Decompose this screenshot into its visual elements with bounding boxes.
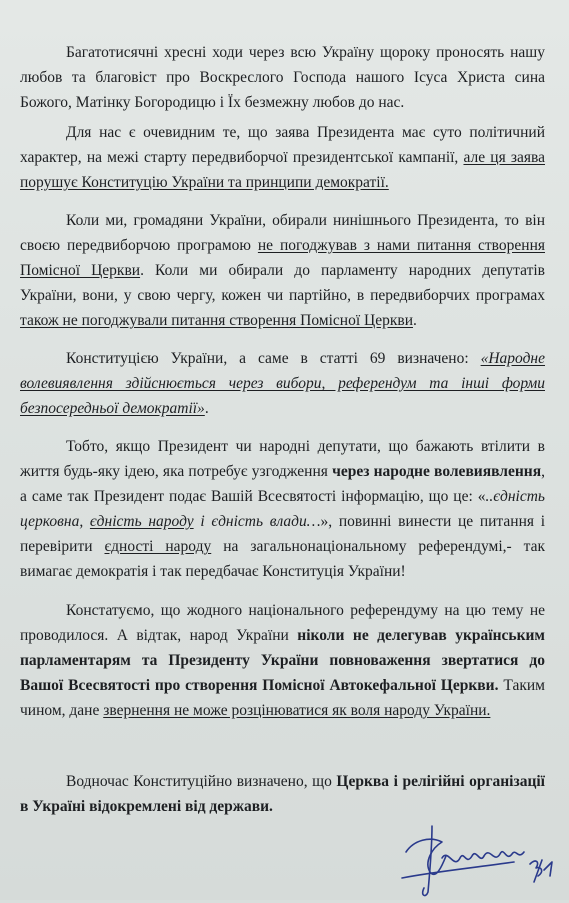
paragraph-5-text-a: Тобто, якщо Президент чи народні депутати, що бажають втілити в життя будь-яку ідею, яка потребує узгодження — [20, 438, 545, 480]
paragraph-6-bold: ніколи не делегував українським парламентарям та Президенту України повноваження звертатися до Вашої Всесвятості про створення Помісної Автокефальної Церкви. — [20, 627, 545, 694]
paragraph-7-text: Водночас Конституційно визначено, що — [66, 773, 337, 790]
paragraph-1 — [20, 40, 545, 115]
paragraph-6-text-a: Констатуємо, що жодного національного референдуму на цю тему не проводилося. А відтак, народ України — [20, 602, 545, 644]
paragraph-5-italic-underlined: єдність народу — [89, 513, 194, 530]
paragraph-4 — [20, 346, 545, 421]
paragraph-5-text-c: », повинні винести це питання і перевірити — [20, 513, 545, 555]
paragraph-6-text-b: Таким чином, дане — [20, 677, 545, 719]
paragraph-3-underlined-b: також не погоджували питання створення Помісної Церкви — [20, 312, 413, 329]
constitution-quote: «Народне волевиявлення здійснюється через вибори, референдум та інші форми безпосередньої демократії» — [20, 350, 545, 417]
signature-drawing — [402, 818, 552, 898]
paragraph-1-text: Багатотисячні хресні ходи через всю Україну щороку проносять нашу любов та благовіст про Воскреслого Господа нашого Ісуса Христа сина Божого, Матінку Богородицю і Їх безмежну любов до нас. — [20, 44, 545, 111]
paragraph-3 — [20, 208, 545, 333]
paragraph-4-text-end: . — [204, 400, 209, 417]
paragraph-7 — [20, 769, 545, 819]
paragraph-7-bold: Церква і релігійні організації в Україні відокремлені від держави. — [20, 773, 545, 815]
paragraph-5-italic-b: і єдність влади… — [193, 513, 321, 530]
paragraph-6-underlined: звернення не може розцінюватися як воля народу України. — [103, 702, 491, 719]
paragraph-5-italic-a: ..єдність церковна, — [20, 488, 545, 530]
paragraph-3-text-c: . — [413, 312, 417, 329]
paragraph-5-text-d: на загальнонаціональному референдумі,- так вимагає демократія і так передбачає Конституція України! — [20, 538, 546, 580]
paragraph-5-text-b: , а саме так Президент подає Вашій Всесвятості інформацію, що це: « — [20, 463, 545, 505]
paragraph-2 — [20, 120, 545, 195]
paragraph-5-bold: через народне волевиявлення — [332, 463, 542, 480]
paragraph-2-text: Для нас є очевидним те, що заява Президента має суто політичний характер, на межі старту передвиборчої президентської кампанії, — [20, 124, 545, 166]
paragraph-4-text: Конституцією України, а саме в статті 69 визначено: — [66, 350, 481, 367]
paragraph-3-text-b: . Коли ми обирали до парламенту народних депутатів України, вони, у свою чергу, кожен чи партійно, в передвиборчих програмах — [20, 262, 545, 304]
paragraph-3-underlined-a: не погоджував з нами питання створення Помісної Церкви — [20, 237, 545, 279]
paragraph-6 — [20, 598, 545, 723]
paragraph-3-text-a: Коли ми, громадяни України, обирали нинішнього Президента, то він своєю передвиборчою програмою — [20, 212, 545, 254]
paragraph-2-underlined-text: але ця заява порушує Конституцію України та принципи демократії. — [20, 149, 545, 191]
paragraph-5 — [20, 434, 545, 584]
handwritten-signature — [402, 818, 552, 898]
paragraph-5-underlined: єдності народу — [104, 538, 212, 555]
